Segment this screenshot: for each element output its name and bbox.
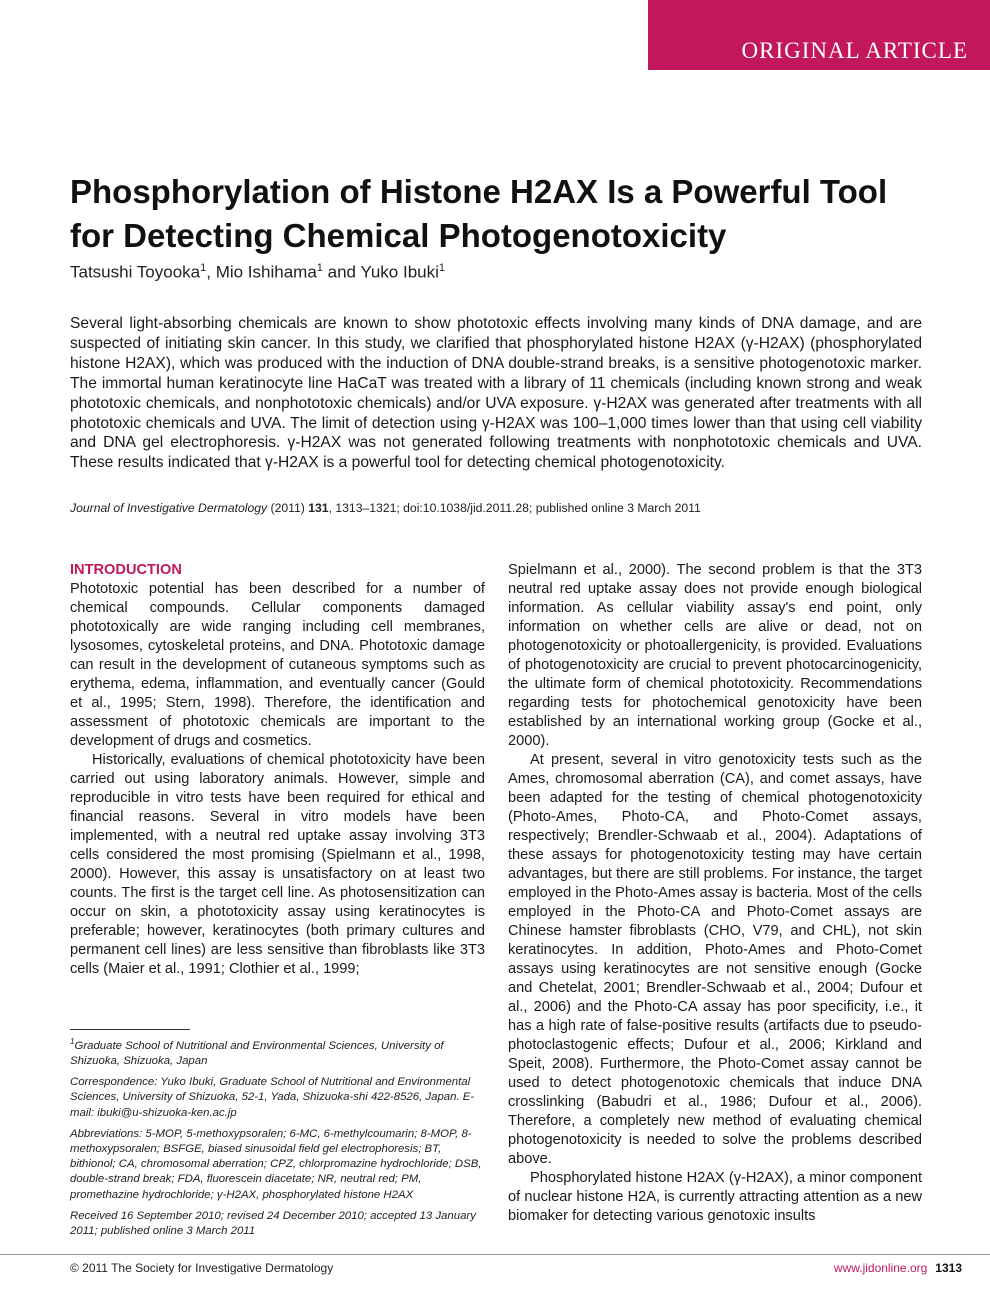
abbreviations-footnote: Abbreviations: 5-MOP, 5-methoxypsoralen; 6-MC, 6-methylcoumarin; 8-MOP, 8-methoxypsoralen; BSFGE, biased sinusoidal field gel electrophoresis; BT, bithionol; CA, chromosomal aberration; CPZ, chlorpromazine hydrochloride; DSB, double-strand break; FDA, fluorescein diacetate; NR, neutral red; PM, promethazine hydrochloride; γ-H2AX, phosphorylated histone H2AX — [70, 1127, 482, 1201]
affiliation-number: 1 — [70, 1037, 75, 1046]
citation-volume: 131 — [308, 501, 329, 515]
received-footnote: Received 16 September 2010; revised 24 December 2010; accepted 13 January 2011; published online 3 March 2011 — [70, 1209, 476, 1238]
author-affiliation-marker: 1 — [200, 262, 207, 274]
body-paragraph: Phototoxic potential has been described for a number of chemical compounds. Cellular components damaged phototoxically are wide ranging including cell membranes, lysosomes, cytoskeletal proteins, and DNA. Phototoxic damage can result in the development of cutaneous symptoms such as erythema, edema, inflammation, and eventually cancer (Gould et al., 1995; Stern, 1998). Therefore, the identification and assessment of phototoxic chemicals are important to the development of drugs and cosmetics. — [70, 581, 485, 749]
journal-url-link[interactable]: www.jidonline.org — [833, 1261, 928, 1275]
copyright: © 2011 The Society for Investigative Dermatology — [70, 1261, 334, 1275]
footnotes — [70, 1034, 485, 1245]
author-name: Yuko Ibuki — [360, 262, 439, 282]
author-list — [70, 262, 445, 283]
page-footer-divider — [0, 1254, 990, 1255]
page-number: 1313 — [935, 1261, 962, 1275]
body-paragraph: At present, several in vitro genotoxicity tests such as the Ames, chromosomal aberration (CA), and comet assays, have been adapted for the testing of chemical photogenotoxicity (Photo-Ames, Photo-CA, and Photo-Comet assays, respectively; Brendler-Schwaab et al., 2004). Adaptations of these assays for photogenotoxicity testing may have certain advantages, but there are still problems. For instance, the target employed in the Photo-Ames assay is bacteria. Most of the cells employed in the Photo-CA and Photo-Comet assays are Chinese hamster fibroblasts (CHO, V79, and CHL), not skin keratinocytes. In addition, Photo-Ames and Photo-Comet assays using keratinocytes are not sensitive enough (Gocke and Chetelat, 2001; Brendler-Schwaab et al., 2004; Dufour et al., 2006) and the Photo-CA assay has poor specificity, i.e., it has a high rate of false-positive results (artifacts due to pseudo-photoclastogenic effects; Dufour et al., 2006; Kirkland and Speit, 2008). Furthermore, the Photo-Comet assay cannot be used to detect photogenotoxic chemicals that induce DNA crosslinking (Babudri et al., 1986; Dufour et al., 2006). Therefore, a completely new method of evaluating chemical photogenotoxicity is needed to solve the problems described above. — [508, 752, 922, 1167]
citation-year: (2011) — [267, 501, 309, 515]
citation-details: , 1313–1321; doi:10.1038/jid.2011.28; published online 3 March 2011 — [328, 501, 701, 515]
author-affiliation-marker: 1 — [316, 262, 323, 274]
article-type-label: ORIGINAL ARTICLE — [741, 38, 968, 63]
correspondence-footnote: Correspondence: Yuko Ibuki, Graduate School of Nutritional and Environmental Sciences, University of Shizuoka, 52-1, Yada, Shizuoka-shi 422-8526, Japan. E-mail: ibuki@u-shizuoka-ken.ac.jp — [70, 1076, 475, 1119]
body-paragraph: Phosphorylated histone H2AX (γ-H2AX), a minor component of nuclear histone H2A, is currently attracting attention as a new biomaker for detecting various genotoxic insults — [508, 1170, 922, 1224]
body-paragraph: Historically, evaluations of chemical phototoxicity have been carried out using laboratory animals. However, simple and reproducible in vitro tests have been required for ethical and financial reasons. Several in vitro models have been implemented, with a neutral red uptake assay involving 3T3 cells considered the most promising (Spielmann et al., 1998, 2000). However, this assay is unsatisfactory on at least two counts. The first is the target cell line. As photosensitization can occur on skin, a phototoxicity assay using keratinocytes is preferable; however, keratinocytes (both primary cultures and permanent cell lines) are less sensitive than fibroblasts like 3T3 cells (Maier et al., 1991; Clothier et al., 1999; — [70, 752, 485, 977]
journal-name: Journal of Investigative Dermatology — [70, 501, 268, 515]
author-separator: and — [322, 262, 361, 282]
article-title: Phosphorylation of Histone H2AX Is a Powerful Tool for Detecting Chemical Photogenotoxicity — [70, 173, 888, 254]
page-footer-right — [834, 1261, 962, 1275]
citation-line — [70, 501, 930, 515]
abstract: Several light-absorbing chemicals are known to show phototoxic effects involving many kinds of DNA damage, and are suspected of initiating skin cancer. In this study, we clarified that phosphorylated histone H2AX (γ-H2AX) (phosphorylated histone H2AX), which was produced with the induction of DNA double-strand breaks, is a sensitive photogenotoxic marker. The immortal human keratinocyte line HaCaT was treated with a library of 11 chemicals (including known strong and weak phototoxic chemicals, and nonphototoxic chemicals) and/or UVA exposure. γ-H2AX was generated after treatments with all phototoxic chemicals and UVA. The limit of detection using γ-H2AX was 100–1,000 times lower than that using cell viability and DNA gel electrophoresis. γ-H2AX was not generated following treatments with nonphototoxic chemicals and UVA. These results indicated that γ-H2AX is a powerful tool for detecting chemical photogenotoxicity. — [70, 315, 922, 472]
article-type-banner — [648, 0, 990, 70]
author-affiliation-marker: 1 — [438, 262, 446, 274]
affiliation-footnote — [70, 1034, 485, 1069]
section-heading-introduction: INTRODUCTION — [70, 562, 182, 578]
author-name: Tatsushi Toyooka — [70, 262, 201, 282]
footnote-divider — [70, 1029, 190, 1030]
author-separator: , — [206, 262, 216, 282]
body-paragraph: Spielmann et al., 2000). The second problem is that the 3T3 neutral red uptake assay does not provide enough biological information. As cellular viability assay's end point, only information on whether cells are alive or dead, not on photogenotoxicity or photoallergenicity, is provided. Evaluations of photogenotoxicity are crucial to prevent photocarcinogenicity, the ultimate form of chemical phototoxicity. Recommendations regarding tests for photochemical genotoxicity have been established by an international working group (Gocke et al., 2000). — [508, 562, 922, 749]
affiliation-text: Graduate School of Nutritional and Environmental Sciences, University of Shizuoka, Shizuoka, Japan — [70, 1039, 444, 1067]
right-column — [508, 561, 922, 1226]
left-column — [70, 561, 485, 979]
author-name: Mio Ishihama — [215, 262, 317, 282]
